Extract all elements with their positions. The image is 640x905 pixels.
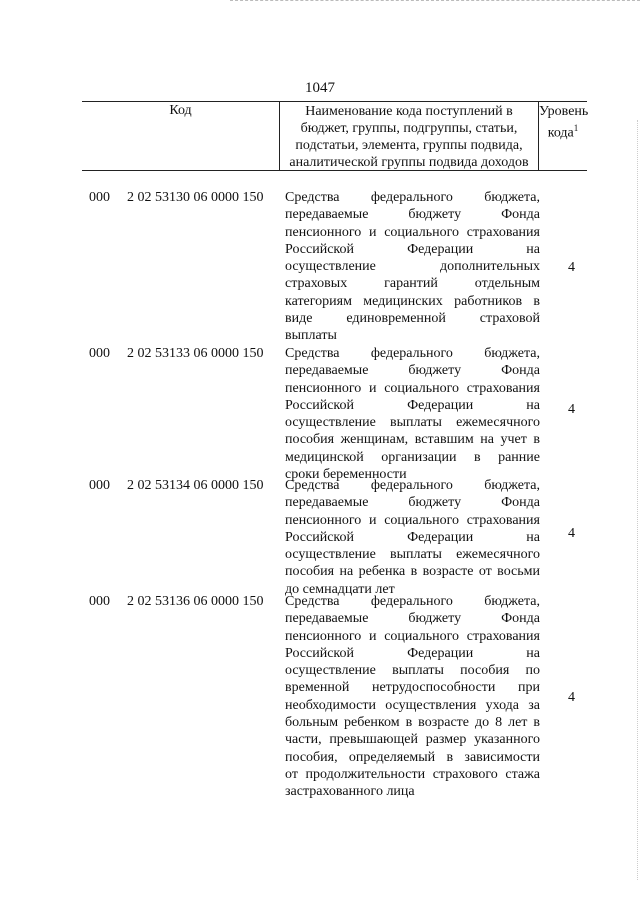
revenue-description <box>285 477 540 598</box>
revenue-code: 2 02 53134 06 0000 150 <box>127 478 264 493</box>
admin-code: 000 <box>89 478 110 493</box>
header-level-line2 <box>539 120 587 142</box>
description-line: осуществление выплаты ежемесячного <box>285 547 540 563</box>
revenue-code: 2 02 53136 06 0000 150 <box>127 594 264 609</box>
description-line: пособия женщинам, вставшим на учет в <box>285 432 540 448</box>
admin-code: 000 <box>89 346 110 361</box>
level-code: 4 <box>568 402 575 417</box>
description-line: до семнадцати лет <box>285 581 395 597</box>
description-line: Российской Федерации на <box>285 645 540 661</box>
table-header <box>82 101 587 171</box>
header-name <box>280 102 539 171</box>
page-number: 1047 <box>305 80 335 96</box>
description-line: осуществление выплаты ежемесячного <box>285 415 540 431</box>
description-line: передаваемые бюджету Фонда <box>285 495 540 511</box>
header-code: Код <box>82 102 280 170</box>
description-line: виде единовременной страховой <box>285 311 540 327</box>
description-line: пенсионного и социального страхования <box>285 512 540 528</box>
level-code: 4 <box>568 690 575 705</box>
description-line: части, превышающей размер указанного <box>285 732 540 748</box>
description-line: Средства федерального бюджета, <box>285 190 540 205</box>
header-name-line: Наименование кода поступлений в <box>305 104 513 119</box>
description-line: передаваемые бюджету Фонда <box>285 363 540 379</box>
footnote-marker: 1 <box>573 123 579 133</box>
description-line: осуществление выплаты пособия по <box>285 663 540 679</box>
description-line: пособия, определяемый в зависимости <box>285 749 540 765</box>
description-line: передаваемые бюджету Фонда <box>285 207 540 223</box>
header-name-line: подстатьи, элемента, группы подвида, <box>295 138 523 153</box>
revenue-description <box>285 593 540 801</box>
description-line: Российской Федерации на <box>285 397 540 413</box>
description-line: осуществление дополнительных <box>285 259 540 275</box>
header-name-line: бюджет, группы, подгруппы, статьи, <box>300 121 518 136</box>
description-line: категориям медицинских работников в <box>285 293 540 309</box>
header-level <box>539 102 587 171</box>
admin-code: 000 <box>89 190 110 205</box>
description-line: пособия на ребенка в возрасте от восьми <box>285 564 540 580</box>
revenue-description <box>285 189 540 345</box>
level-code: 4 <box>568 526 575 541</box>
description-line: временной нетрудоспособности при <box>285 680 540 696</box>
description-line: пенсионного и социального страхования <box>285 224 540 240</box>
description-line: пенсионного и социального страхования <box>285 628 540 644</box>
header-level-word: кода <box>547 125 574 141</box>
level-code: 4 <box>568 260 575 275</box>
revenue-description <box>285 345 540 483</box>
description-line: от продолжительности страхового стажа <box>285 766 540 782</box>
header-level-line1: Уровень <box>539 104 589 119</box>
description-line: выплаты <box>285 328 337 344</box>
scan-edge-right <box>637 120 638 880</box>
description-line: медицинской организации в ранние <box>285 449 540 465</box>
scan-edge-top <box>230 0 640 1</box>
header-name-line: аналитической группы подвида доходов <box>289 155 529 170</box>
description-line: пенсионного и социального страхования <box>285 380 540 396</box>
description-line: страховых гарантий отдельным <box>285 276 540 292</box>
description-line: Средства федерального бюджета, <box>285 478 540 493</box>
description-line: Российской Федерации на <box>285 529 540 545</box>
revenue-code: 2 02 53133 06 0000 150 <box>127 346 264 361</box>
revenue-code: 2 02 53130 06 0000 150 <box>127 190 264 205</box>
description-line: больным ребенком в возрасте до 8 лет в <box>285 715 540 731</box>
description-line: сроки беременности <box>285 467 407 483</box>
description-line: Средства федерального бюджета, <box>285 346 540 361</box>
description-line: передаваемые бюджету Фонда <box>285 611 540 627</box>
description-line: необходимости осуществления ухода за <box>285 697 540 713</box>
description-line: застрахованного лица <box>285 784 415 800</box>
admin-code: 000 <box>89 594 110 609</box>
description-line: Российской Федерации на <box>285 241 540 257</box>
description-line: Средства федерального бюджета, <box>285 594 540 609</box>
